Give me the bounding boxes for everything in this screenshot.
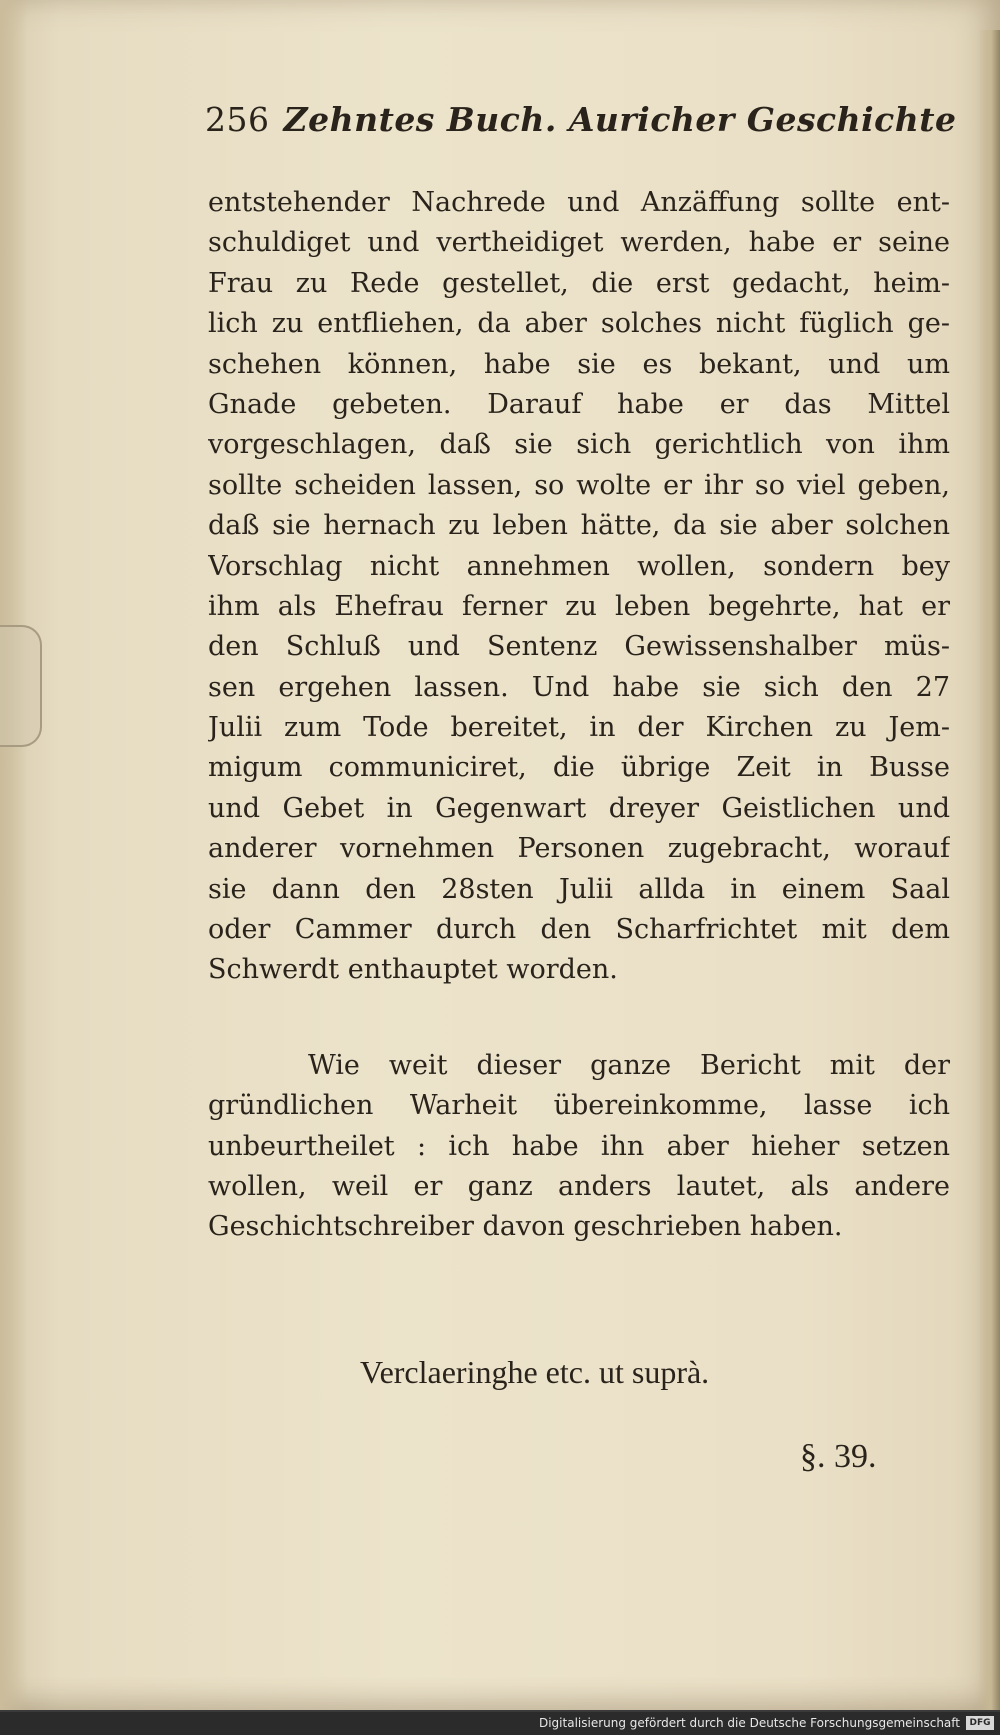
text-line: Wie weit dieser ganze Bericht mit der	[308, 1049, 950, 1081]
text-line: vorgeschlagen, daß sie sich gerichtlich von ihm	[208, 429, 950, 461]
text-line: Gnade gebeten. Darauf habe er das Mittel	[208, 388, 950, 420]
text-line: oder Cammer durch den Scharfrichtet mit dem	[208, 914, 950, 946]
text-line: unbeurtheilet : ich habe ihn aber hieher setzen	[208, 1130, 950, 1162]
text-line: Julii zum Tode bereitet, in der Kirchen zu Jem-	[208, 712, 950, 744]
text-line: Geschichtschreiber davon geschrieben haben.	[208, 1211, 843, 1243]
paragraph-gap	[208, 991, 950, 1046]
text-line: sollte scheiden lassen, so wolte er ihr so viel geben,	[208, 469, 950, 501]
text-line: den Schluß und Sentenz Gewissenshalber müs-	[208, 631, 950, 663]
running-title: Zehntes Buch. Auricher Geschichte	[283, 100, 957, 139]
text-line: wollen, weil er ganz anders lautet, als andere	[208, 1170, 950, 1202]
page-edge-shadow	[978, 30, 1000, 1710]
text-line: entstehender Nachrede und Anzäffung sollte ent-	[208, 187, 950, 218]
text-line: sen ergehen lassen. Und habe sie sich den 27	[208, 671, 950, 703]
latin-line: Verclaeringhe etc. ut suprà.	[360, 1354, 710, 1390]
footer-credit: Digitalisierung gefördert durch die Deutsche Forschungsgemeinschaft	[538, 1716, 960, 1730]
text-line: Schwerdt enthauptet worden.	[208, 954, 618, 986]
paragraph-2	[208, 1046, 950, 1248]
page-body	[208, 183, 950, 1248]
text-line: schuldiget und vertheidiget werden, habe er seine	[208, 227, 950, 259]
dfg-logo: DFG	[966, 1716, 994, 1730]
text-line: Frau zu Rede gestellet, die erst gedacht, heim-	[208, 267, 950, 299]
section-mark: §. 39.	[800, 1438, 877, 1475]
text-line: ihm als Ehefrau ferner zu leben begehrte, hat er	[208, 590, 950, 622]
text-line: Vorschlag nicht annehmen wollen, sondern bey	[208, 550, 950, 582]
text-line: lich zu entfliehen, da aber solches nicht füglich ge-	[208, 308, 950, 340]
paragraph-1	[208, 183, 950, 991]
footer-bar	[0, 1712, 1000, 1735]
text-line: migum communiciret, die übrige Zeit in Busse	[208, 752, 950, 784]
page-number: 256	[205, 100, 270, 139]
text-line: gründlichen Warheit übereinkomme, lasse ich	[208, 1090, 950, 1122]
page-header	[205, 100, 957, 139]
text-line: schehen können, habe sie es bekant, und um	[208, 348, 950, 380]
page-clip-mark	[0, 625, 42, 747]
text-line: daß sie hernach zu leben hätte, da sie aber solchen	[208, 510, 950, 542]
text-line: anderer vornehmen Personen zugebracht, worauf	[208, 833, 950, 865]
text-line: und Gebet in Gegenwart dreyer Geistlichen und	[208, 792, 950, 824]
text-line: sie dann den 28sten Julii allda in einem Saal	[208, 873, 950, 905]
